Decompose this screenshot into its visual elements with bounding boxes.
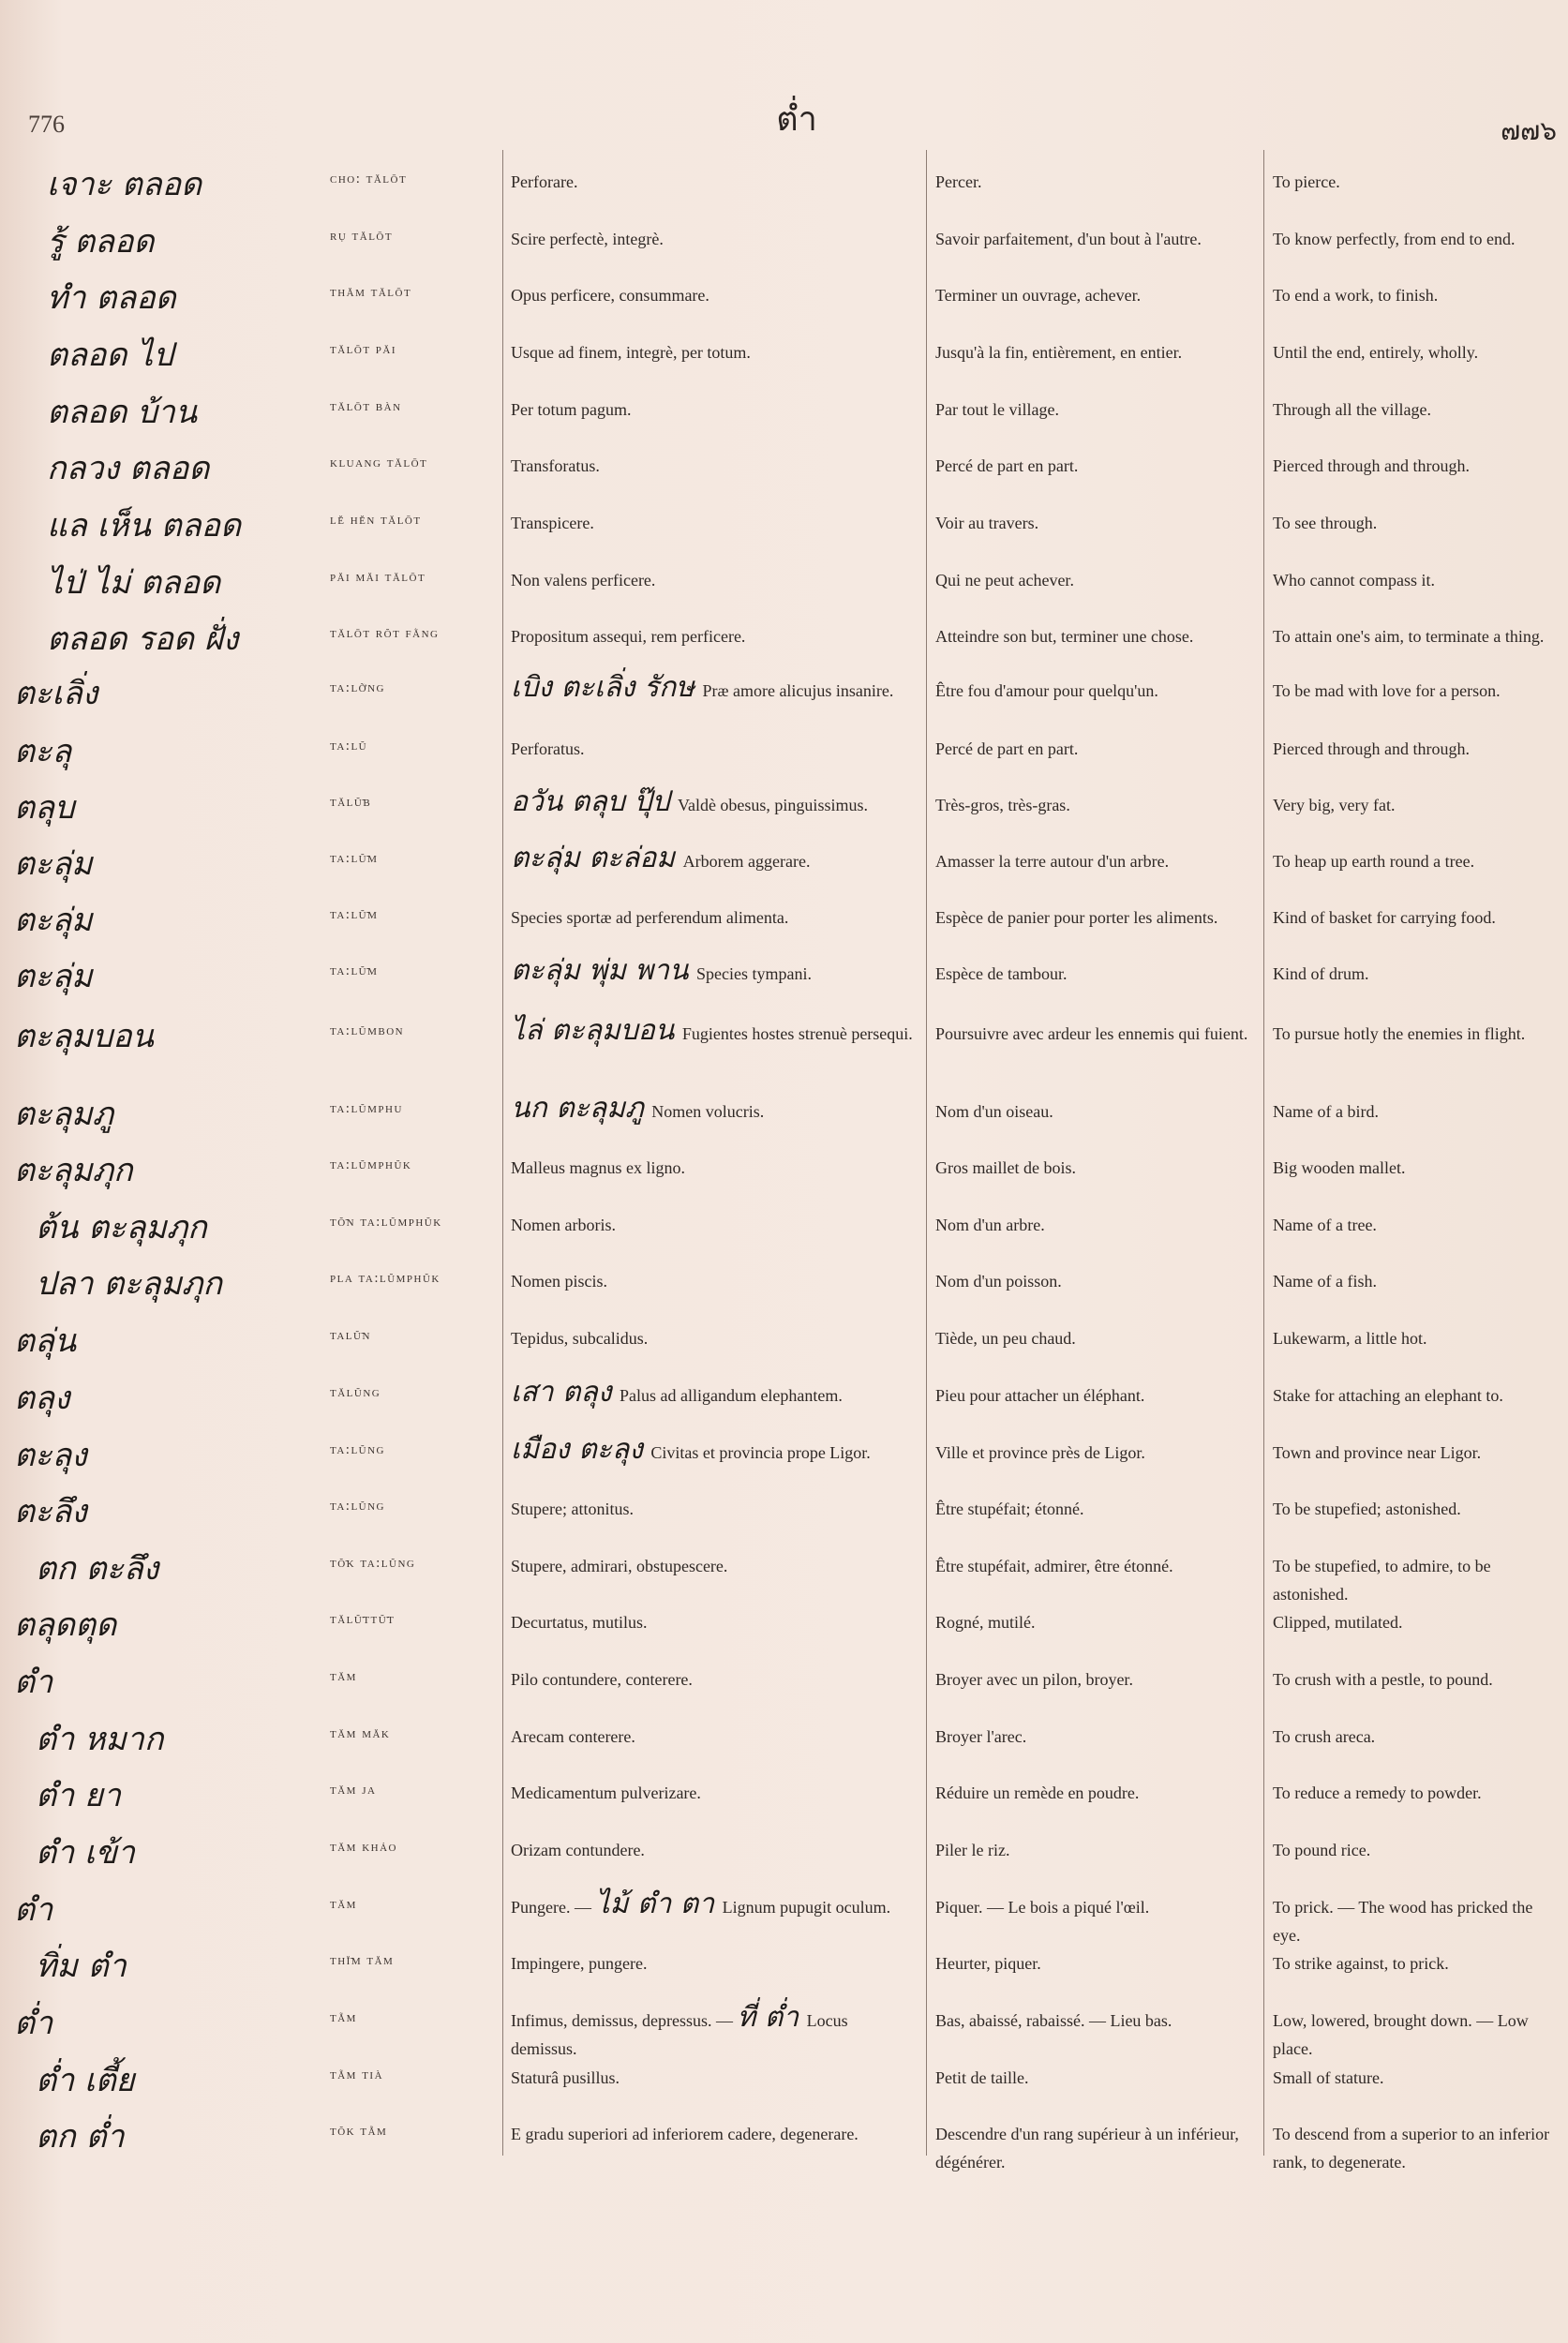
romanization: tălōt rŏt fằng xyxy=(330,626,440,641)
thai-example: ตะลุ่ม ตะล่อม xyxy=(511,842,676,874)
romanization: ta:lŭ xyxy=(330,739,368,754)
latin-text: Scire perfectè, integrè. xyxy=(511,230,664,248)
french-definition: Par tout le village. xyxy=(935,400,1059,419)
french-definition: Percé de part en part. xyxy=(935,739,1079,758)
romanization: tălŭ̃ttŭ̃t xyxy=(330,1612,396,1627)
french-definition: Réduire un remède en poudre. xyxy=(935,1783,1140,1802)
french-definition: Percé de part en part. xyxy=(935,456,1079,475)
latin-text: Civitas et provincia prope Ligor. xyxy=(646,1443,871,1462)
french-definition: Bas, abaissé, rabaissé. — Lieu bas. xyxy=(935,2011,1172,2030)
english-definition: Very big, very fat. xyxy=(1273,796,1396,814)
thai-headword: ตะลุมภุก xyxy=(14,1152,133,1189)
latin-text: Pilo contundere, conterere. xyxy=(511,1670,693,1689)
latin-definition xyxy=(511,1092,914,1126)
french-definition: Nom d'un oiseau. xyxy=(935,1102,1053,1121)
thai-headword: ตะลุมภู xyxy=(14,1096,114,1133)
french-definition: Gros maillet de bois. xyxy=(935,1158,1076,1177)
latin-text: Propositum assequi, rem perficere. xyxy=(511,627,746,646)
thai-headword: ปลา ตะลุมภุก xyxy=(36,1265,222,1303)
thai-headword: แล เห็น ตลอด xyxy=(47,507,242,545)
french-definition: Pieu pour attacher un éléphant. xyxy=(935,1386,1145,1405)
french-definition: Heurter, piquer. xyxy=(935,1954,1041,1973)
latin-text: Species sportæ ad perferendum alimenta. xyxy=(511,908,789,927)
english-definition: To heap up earth round a tree. xyxy=(1273,852,1475,871)
english-definition: Name of a tree. xyxy=(1273,1216,1377,1234)
latin-definition xyxy=(511,1433,914,1467)
latin-text: Stupere; attonitus. xyxy=(511,1500,634,1518)
thai-headword: ทิ่ม ตำ xyxy=(36,1948,127,1985)
latin-definition xyxy=(511,1267,914,1295)
english-definition: To reduce a remedy to powder. xyxy=(1273,1783,1482,1802)
latin-text: Arborem aggerare. xyxy=(679,852,811,871)
english-definition: Pierced through and through. xyxy=(1273,739,1470,758)
french-definition: Voir au travers. xyxy=(935,514,1039,532)
thai-headword: ตลุ่น xyxy=(14,1322,77,1360)
romanization: cho: tălōt xyxy=(330,172,408,187)
french-definition: Ville et province près de Ligor. xyxy=(935,1443,1145,1462)
english-definition: To pound rice. xyxy=(1273,1841,1371,1859)
french-definition: Atteindre son but, terminer une chose. xyxy=(935,627,1194,646)
latin-text: Malleus magnus ex ligno. xyxy=(511,1158,685,1177)
romanization: ta:lỡng xyxy=(330,680,386,695)
thai-headword: ตำ หมาก xyxy=(36,1721,164,1758)
romanization: ta:lŭ̃m xyxy=(330,907,379,922)
english-definition: Big wooden mallet. xyxy=(1273,1158,1406,1177)
latin-definition xyxy=(511,1949,914,1977)
french-definition: Terminer un ouvrage, achever. xyxy=(935,286,1142,305)
latin-definition xyxy=(511,1211,914,1239)
thai-headword: ตะลึง xyxy=(14,1493,87,1530)
english-definition: To end a work, to finish. xyxy=(1273,286,1439,305)
latin-definition xyxy=(511,168,914,196)
romanization: tŏ̃k ta:lŭng xyxy=(330,1556,416,1571)
english-definition: Stake for attaching an elephant to. xyxy=(1273,1386,1503,1405)
french-definition: Descendre d'un rang supérieur à un inférieur, dégénérer. xyxy=(935,2125,1239,2171)
english-definition: To pursue hotly the enemies in flight. xyxy=(1273,1024,1526,1043)
french-definition: Qui ne peut achever. xyxy=(935,571,1074,589)
latin-text: Per totum pagum. xyxy=(511,400,632,419)
romanization: ta:lŭmbon xyxy=(330,1023,405,1038)
french-definition: Être stupéfait; étonné. xyxy=(935,1500,1084,1518)
french-definition: Amasser la terre autour d'un arbre. xyxy=(935,852,1170,871)
romanization: tẵm tià xyxy=(330,2067,384,2082)
latin-definition xyxy=(511,1014,914,1048)
latin-text: Nomen piscis. xyxy=(511,1272,607,1291)
romanization: ta:lŭ̃m xyxy=(330,851,379,866)
english-definition: To be stupefied; astonished. xyxy=(1273,1500,1461,1518)
thai-headword: ตลุบ xyxy=(14,789,75,827)
latin-text: Stupere, admirari, obstupescere. xyxy=(511,1557,728,1575)
french-definition: Tiède, un peu chaud. xyxy=(935,1329,1076,1348)
romanization: tălŭng xyxy=(330,1385,381,1400)
french-definition: Être stupéfait, admirer, être étonné. xyxy=(935,1557,1173,1575)
english-definition: To attain one's aim, to terminate a thing. xyxy=(1273,627,1545,646)
latin-definition xyxy=(511,452,914,480)
french-definition: Rogné, mutilé. xyxy=(935,1613,1036,1632)
french-definition: Être fou d'amour pour quelqu'un. xyxy=(935,681,1158,700)
english-definition: To descend from a superior to an inferior rank, to degenerate. xyxy=(1273,2125,1550,2171)
english-definition: Clipped, mutilated. xyxy=(1273,1613,1403,1632)
english-definition: To crush areca. xyxy=(1273,1727,1376,1746)
latin-definition xyxy=(511,1376,914,1410)
latin-text: Medicamentum pulverizare. xyxy=(511,1783,701,1802)
latin-text: Staturâ pusillus. xyxy=(511,2068,620,2087)
romanization: thĭ̃m tăm xyxy=(330,1953,395,1968)
romanization: tăm xyxy=(330,1669,357,1684)
latin-text: Perforatus. xyxy=(511,739,585,758)
latin-text: Valdè obesus, pinguissimus. xyxy=(673,796,868,814)
english-definition: Kind of drum. xyxy=(1273,964,1369,983)
english-definition: Low, lowered, brought down. — Low place. xyxy=(1273,2011,1529,2058)
latin-text: Nomen arboris. xyxy=(511,1216,616,1234)
latin-definition xyxy=(511,1495,914,1523)
latin-text: Locus demissus. xyxy=(511,2011,848,2058)
latin-definition xyxy=(511,1324,914,1352)
page-number-left: 776 xyxy=(28,111,65,138)
romanization: păi măi tălōt xyxy=(330,570,426,585)
latin-text: Species tympani. xyxy=(692,964,812,983)
romanization: kluang tălōt xyxy=(330,455,428,470)
latin-definition xyxy=(511,1888,914,1921)
thai-example: นก ตะลุมภู xyxy=(511,1092,644,1125)
romanization: ta:lŭng xyxy=(330,1442,386,1457)
english-definition: Name of a bird. xyxy=(1273,1102,1379,1121)
latin-text: Tepidus, subcalidus. xyxy=(511,1329,649,1348)
thai-headword: ตะเลิ่ง xyxy=(14,675,98,712)
latin-text: E gradu superiori ad inferiorem cadere, degenerare. xyxy=(511,2125,859,2143)
latin-definition xyxy=(511,1154,914,1182)
romanization: tălōt bàn xyxy=(330,399,402,414)
latin-text: Lignum pupugit oculum. xyxy=(718,1898,891,1917)
latin-definition xyxy=(511,1608,914,1636)
english-definition: Pierced through and through. xyxy=(1273,456,1470,475)
french-definition: Petit de taille. xyxy=(935,2068,1029,2087)
latin-definition xyxy=(511,1779,914,1807)
english-definition: To crush with a pestle, to pound. xyxy=(1273,1670,1493,1689)
latin-definition xyxy=(511,338,914,366)
romanization: lĕ hĕn tălōt xyxy=(330,513,422,528)
latin-text: Non valens perficere. xyxy=(511,571,656,589)
latin-definition xyxy=(511,2120,914,2148)
french-definition: Broyer avec un pilon, broyer. xyxy=(935,1670,1133,1689)
thai-headword: ตำ ยา xyxy=(36,1777,121,1814)
thai-headword: ตลอด รอด ฝั่ง xyxy=(47,620,239,658)
thai-headword: ตะลุ่ม xyxy=(14,958,93,995)
romanization: tălōt păi xyxy=(330,342,397,357)
thai-headword: ต่ำ เตี้ย xyxy=(36,2062,135,2099)
thai-headword: ตลอด บ้าน xyxy=(47,394,198,431)
english-definition: Who cannot compass it. xyxy=(1273,571,1435,589)
latin-prefix: Infimus, demissus, depressus. — xyxy=(511,2011,738,2030)
latin-definition xyxy=(511,1665,914,1694)
thai-headword: ตะลุมบอน xyxy=(14,1018,154,1055)
english-definition: Town and province near Ligor. xyxy=(1273,1443,1482,1462)
thai-headword: ตะลุง xyxy=(14,1437,87,1474)
romanization: tălŭ̃b xyxy=(330,795,372,810)
romanization: ta:lŭ̃m xyxy=(330,963,379,978)
latin-text: Orizam contundere. xyxy=(511,1841,645,1859)
english-definition: To pierce. xyxy=(1273,172,1340,191)
english-definition: To know perfectly, from end to end. xyxy=(1273,230,1516,248)
romanization: rụ tălōt xyxy=(330,229,394,244)
latin-text: Perforare. xyxy=(511,172,578,191)
english-definition: Kind of basket for carrying food. xyxy=(1273,908,1496,927)
page-number-right: ๗๗๖ xyxy=(1501,115,1557,146)
thai-headword: ตำ xyxy=(14,1891,53,1929)
thai-example: ไม้ ตำ ตา xyxy=(595,1888,715,1920)
latin-definition xyxy=(511,785,914,819)
latin-definition xyxy=(511,2001,914,2063)
latin-text: Opus perficere, consummare. xyxy=(511,286,709,305)
latin-definition xyxy=(511,954,914,988)
thai-headword: ตำ xyxy=(14,1664,53,1701)
thai-headword: ตะลุ xyxy=(14,733,72,770)
latin-definition xyxy=(511,2064,914,2092)
romanization: thăm tălōt xyxy=(330,285,412,300)
latin-text: Palus ad alligandum elephantem. xyxy=(615,1386,843,1405)
english-definition: Name of a fish. xyxy=(1273,1272,1377,1291)
thai-headword: ตำ เข้า xyxy=(36,1834,135,1872)
latin-text: Decurtatus, mutilus. xyxy=(511,1613,648,1632)
latin-text: Præ amore alicujus insanire. xyxy=(697,681,894,700)
thai-example: เสา ตลุง xyxy=(511,1376,612,1409)
latin-definition xyxy=(511,509,914,537)
latin-definition xyxy=(511,225,914,253)
thai-headword: ตลอด ไป xyxy=(47,336,173,374)
latin-definition xyxy=(511,735,914,763)
romanization: tăm xyxy=(330,1897,357,1912)
thai-example: ตะลุ่ม พุ่ม พาน xyxy=(511,954,689,987)
french-definition: Savoir parfaitement, d'un bout à l'autre. xyxy=(935,230,1202,248)
thai-headword: ต้น ตะลุมภุก xyxy=(36,1209,207,1246)
romanization: ta:lŭng xyxy=(330,1499,386,1514)
latin-definition xyxy=(511,281,914,309)
latin-definition xyxy=(511,1836,914,1864)
english-definition: Until the end, entirely, wholly. xyxy=(1273,343,1479,362)
thai-example: ที่ ต่ำ xyxy=(737,2001,799,2034)
romanization: talŭ̃n xyxy=(330,1328,371,1343)
latin-prefix: Pungere. — xyxy=(511,1898,596,1917)
french-definition: Piquer. — Le bois a piqué l'œil. xyxy=(935,1898,1150,1917)
latin-definition xyxy=(511,1552,914,1580)
thai-headword: ตลุง xyxy=(14,1380,70,1417)
thai-headword: ตะลุ่ม xyxy=(14,902,93,939)
romanization: tăm khảo xyxy=(330,1840,397,1855)
latin-text: Impingere, pungere. xyxy=(511,1954,648,1973)
latin-text: Nomen volucris. xyxy=(647,1102,765,1121)
english-definition: Small of stature. xyxy=(1273,2068,1384,2087)
thai-headword: ตะลุ่ม xyxy=(14,845,93,883)
thai-example: อวัน ตลุบ ปุ๊ป xyxy=(511,785,670,818)
latin-text: Fugientes hostes strenuè persequi. xyxy=(678,1024,913,1043)
english-definition: Lukewarm, a little hot. xyxy=(1273,1329,1427,1348)
french-definition: Espèce de tambour. xyxy=(935,964,1068,983)
latin-definition xyxy=(511,395,914,424)
english-definition: To be stupefied, to admire, to be astonished. xyxy=(1273,1557,1491,1604)
thai-headword: ทำ ตลอด xyxy=(47,279,176,317)
french-definition: Poursuivre avec ardeur les ennemis qui fuient. xyxy=(935,1024,1248,1043)
latin-text: Transpicere. xyxy=(511,514,594,532)
french-definition: Percer. xyxy=(935,172,982,191)
latin-definition xyxy=(511,671,914,705)
thai-headword: เจาะ ตลอด xyxy=(47,166,202,203)
english-definition: To strike against, to prick. xyxy=(1273,1954,1449,1973)
thai-headword: รู้ ตลอด xyxy=(47,223,155,261)
thai-example: เบิง ตะเลิ่ง รักษ xyxy=(511,671,694,704)
latin-text: Arecam conterere. xyxy=(511,1727,635,1746)
romanization: tŏ̃n ta:lŭmphŭk xyxy=(330,1215,442,1230)
latin-definition xyxy=(511,842,914,875)
latin-text: Transforatus. xyxy=(511,456,600,475)
thai-headword: ต่ำ xyxy=(14,2005,53,2042)
romanization: tăm ja xyxy=(330,1783,377,1798)
thai-headword: กลวง ตลอด xyxy=(47,450,210,487)
french-definition: Espèce de panier pour porter les aliments. xyxy=(935,908,1218,927)
romanization: ta:lŭmphŭk xyxy=(330,1157,412,1172)
french-definition: Piler le riz. xyxy=(935,1841,1010,1859)
romanization: ta:lŭmphu xyxy=(330,1101,403,1116)
running-head: ต่ำ xyxy=(776,100,817,139)
romanization: tŏk tẵm xyxy=(330,2124,388,2139)
romanization: pla ta:lŭmphŭk xyxy=(330,1271,441,1286)
latin-text: Usque ad finem, integrè, per totum. xyxy=(511,343,751,362)
french-definition: Broyer l'arec. xyxy=(935,1727,1027,1746)
latin-definition xyxy=(511,903,914,932)
thai-example: เมือง ตะลุง xyxy=(511,1433,643,1466)
french-definition: Jusqu'à la fin, entièrement, en entier. xyxy=(935,343,1183,362)
latin-definition xyxy=(511,1723,914,1751)
thai-headword: ตก ต่ำ xyxy=(36,2118,125,2156)
english-definition: To be mad with love for a person. xyxy=(1273,681,1501,700)
romanization: tẵm xyxy=(330,2010,357,2025)
thai-headword: ตลุดตุด xyxy=(14,1606,117,1644)
thai-example: ไล่ ตะลุมบอน xyxy=(511,1014,675,1047)
english-definition: To see through. xyxy=(1273,514,1378,532)
english-definition: To prick. — The wood has pricked the eye. xyxy=(1273,1898,1533,1945)
french-definition: Nom d'un arbre. xyxy=(935,1216,1045,1234)
thai-headword: ไป่ ไม่ ตลอด xyxy=(47,564,221,602)
french-definition: Nom d'un poisson. xyxy=(935,1272,1062,1291)
thai-headword: ตก ตะลึง xyxy=(36,1550,159,1588)
latin-definition xyxy=(511,566,914,594)
romanization: tăm măk xyxy=(330,1726,391,1741)
english-definition: Through all the village. xyxy=(1273,400,1431,419)
french-definition: Très-gros, très-gras. xyxy=(935,796,1070,814)
latin-definition xyxy=(511,622,914,650)
